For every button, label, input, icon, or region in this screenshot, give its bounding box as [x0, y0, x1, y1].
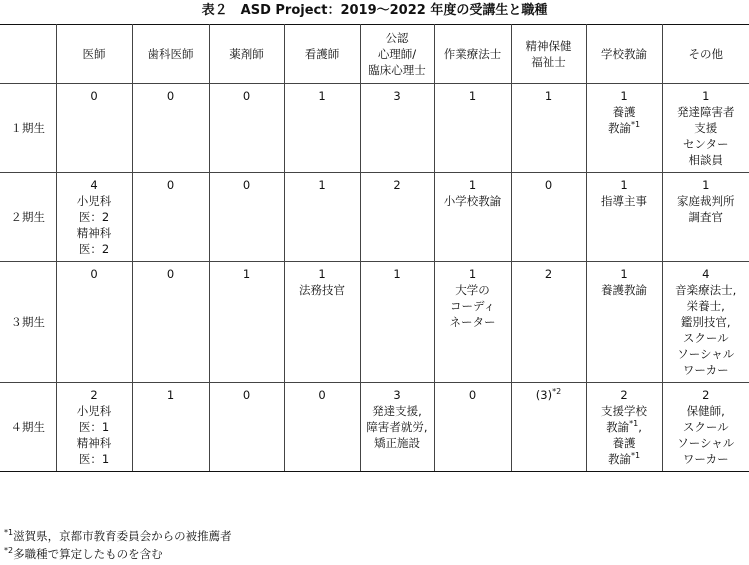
- cell-line: 0: [166, 267, 175, 281]
- column-header: [586, 25, 662, 84]
- cell-line: 教諭$^{*1}$: [607, 451, 641, 466]
- cell-line: 1: [318, 178, 326, 192]
- table-cell: [56, 383, 132, 472]
- cell-line: 家庭裁判所: [677, 194, 735, 208]
- cell-line: スクール: [682, 331, 729, 345]
- table-cell: [434, 383, 511, 472]
- cell-line: 栄養士,: [686, 299, 725, 313]
- cell-line: 歯科医師: [147, 47, 194, 61]
- cell-line: 2: [702, 388, 710, 402]
- cell-line: 精神科: [76, 226, 112, 240]
- cell-line: 0: [166, 178, 175, 192]
- cell-line: 音楽療法士,: [675, 283, 737, 297]
- table-cell: [132, 262, 209, 383]
- footnote-marker: *1: [630, 120, 641, 130]
- cell-line: 医師: [82, 47, 106, 61]
- table-body: [0, 84, 749, 472]
- cell-line: 3: [393, 89, 401, 103]
- cell-line: 2: [90, 388, 98, 402]
- cell-line: 0: [242, 89, 251, 103]
- footnote-marker: *1: [630, 451, 641, 461]
- header-row: [0, 25, 749, 84]
- table-title: 表２ ASD Project：2019～2022 年度の受講生と職種: [201, 3, 548, 18]
- cell-line: 0: [318, 388, 326, 402]
- cell-line: 福祉士: [531, 55, 566, 69]
- cell-line: 養護: [612, 436, 636, 450]
- header-corner: [0, 25, 56, 84]
- cell-line: ワーカー: [682, 452, 729, 466]
- table-row: [0, 262, 749, 383]
- cell-line: コーディ: [449, 299, 496, 313]
- table-cell: [511, 383, 586, 472]
- table-row: [0, 173, 749, 262]
- table-cell: [132, 383, 209, 472]
- row-header: ３期生: [0, 262, 56, 383]
- cell-line: 0: [166, 89, 175, 103]
- table-cell: [662, 262, 749, 383]
- table-cell: [209, 84, 284, 173]
- table-cell: [586, 383, 662, 472]
- trainee-occupation-table: [0, 24, 749, 472]
- cell-line: 精神保健: [525, 39, 572, 53]
- table-cell: [284, 84, 360, 173]
- table-cell: [662, 84, 749, 173]
- cell-line: 心理師/: [377, 47, 417, 61]
- table-cell: [511, 84, 586, 173]
- cell-line: $(3)^{*2}$: [535, 387, 562, 402]
- row-header: ２期生: [0, 173, 56, 262]
- cell-line: ネーター: [449, 315, 496, 329]
- cell-line: 養護: [612, 105, 636, 119]
- cell-line: 矯正施設: [374, 436, 420, 450]
- cell-line: 養護教諭: [601, 283, 647, 297]
- footnote-marker: *1: [4, 528, 14, 538]
- cell-line: その他: [688, 47, 723, 61]
- table-cell: [434, 262, 511, 383]
- cell-line: 障害者就労,: [366, 420, 428, 434]
- cell-line: ソーシャル: [677, 436, 735, 450]
- cell-line: 1: [318, 267, 326, 281]
- table-cell: [586, 84, 662, 173]
- table-cell: [511, 173, 586, 262]
- cell-line: 1: [620, 89, 628, 103]
- cell-line: 作業療法士: [443, 47, 502, 61]
- footnote-1: [4, 527, 744, 545]
- table-cell: [56, 84, 132, 173]
- cell-line: 教諭$^{*1}$: [607, 120, 641, 135]
- cell-line: 医：2: [78, 210, 110, 224]
- cell-line: 公認: [385, 31, 409, 45]
- table-cell: [284, 173, 360, 262]
- cell-line: 0: [468, 388, 477, 402]
- cell-line: ソーシャル: [677, 347, 735, 361]
- cell-line: センター: [682, 137, 729, 151]
- cell-line: 発達支援,: [372, 404, 422, 418]
- table-cell: [586, 262, 662, 383]
- cell-line: 0: [242, 388, 251, 402]
- footnote-marker: *2: [4, 546, 14, 556]
- cell-line: 支援: [694, 121, 718, 135]
- cell-line: 小学校教諭: [443, 194, 502, 208]
- table-cell: [360, 262, 434, 383]
- cell-line: 1: [393, 267, 401, 281]
- cell-line: 相談員: [688, 153, 723, 167]
- footnote-marker: *1: [629, 419, 639, 429]
- table-cell: [284, 383, 360, 472]
- cell-line: ワーカー: [682, 363, 729, 377]
- footnote-2: [4, 545, 744, 563]
- cell-line: 1: [468, 267, 477, 281]
- cell-line: 小児科: [76, 194, 112, 208]
- column-header: [360, 25, 434, 84]
- table-row: [0, 84, 749, 173]
- column-header: [434, 25, 511, 84]
- row-header: ４期生: [0, 383, 56, 472]
- table-cell: [209, 383, 284, 472]
- cell-line: 0: [242, 178, 251, 192]
- table-cell: [434, 84, 511, 173]
- table-cell: [662, 173, 749, 262]
- cell-line: 指導主事: [601, 194, 647, 208]
- cell-line: 1: [620, 267, 628, 281]
- cell-line: 教諭$^{*1}$,: [606, 419, 642, 434]
- footnote-marker: *2: [552, 387, 562, 397]
- cell-line: 1: [620, 178, 628, 192]
- cell-line: 4: [90, 178, 98, 192]
- cell-line: スクール: [682, 420, 729, 434]
- cell-line: 2: [393, 178, 401, 192]
- cell-line: 調査官: [688, 210, 723, 224]
- cell-line: 1: [468, 89, 477, 103]
- cell-line: 1: [468, 178, 477, 192]
- table-row: [0, 383, 749, 472]
- table-cell: [209, 173, 284, 262]
- table-cell: [56, 262, 132, 383]
- cell-line: 医：1: [78, 452, 110, 466]
- table-cell: [209, 262, 284, 383]
- cell-line: 保健師,: [686, 404, 725, 418]
- table-cell: [511, 262, 586, 383]
- cell-line: 看護師: [304, 47, 340, 61]
- cell-line: 3: [393, 388, 401, 402]
- table-cell: [662, 383, 749, 472]
- footnotes: [4, 527, 744, 563]
- cell-line: 1: [544, 89, 553, 103]
- cell-line: 支援学校: [601, 404, 647, 418]
- cell-line: 臨床心理士: [368, 63, 426, 77]
- table-cell: [360, 383, 434, 472]
- cell-line: 2: [544, 267, 553, 281]
- cell-line: 法務技官: [299, 283, 345, 297]
- column-header: [132, 25, 209, 84]
- cell-line: 1: [166, 388, 175, 402]
- cell-line: 4: [702, 267, 710, 281]
- cell-line: 0: [544, 178, 553, 192]
- table-cell: [284, 262, 360, 383]
- column-header: [56, 25, 132, 84]
- cell-line: 医：1: [78, 420, 110, 434]
- table-cell: [132, 84, 209, 173]
- column-header: [662, 25, 749, 84]
- cell-line: 1: [702, 178, 710, 192]
- cell-line: 薬剤師: [229, 47, 264, 61]
- cell-line: $^{*1}$滋賀県，京都市教育委員会からの被推薦者: [4, 528, 232, 543]
- table-cell: [56, 173, 132, 262]
- table-cell: [360, 84, 434, 173]
- table-cell: [434, 173, 511, 262]
- column-header: [511, 25, 586, 84]
- table-cell: [132, 173, 209, 262]
- column-header: [209, 25, 284, 84]
- cell-line: 精神科: [76, 436, 112, 450]
- cell-line: 1: [242, 267, 251, 281]
- cell-line: 医：2: [78, 242, 110, 256]
- cell-line: 1: [702, 89, 710, 103]
- row-header: １期生: [0, 84, 56, 173]
- cell-line: 学校教諭: [601, 47, 647, 61]
- cell-line: 1: [318, 89, 326, 103]
- cell-line: 0: [90, 89, 98, 103]
- cell-line: $^{*2}$多職種で算定したものを含む: [4, 546, 163, 561]
- table-cell: [360, 173, 434, 262]
- cell-line: 鑑別技官,: [680, 315, 731, 329]
- table-cell: [586, 173, 662, 262]
- cell-line: 0: [90, 267, 98, 281]
- column-header: [284, 25, 360, 84]
- cell-line: 発達障害者: [677, 105, 735, 119]
- cell-line: 小児科: [76, 404, 112, 418]
- cell-line: 大学の: [455, 283, 490, 297]
- cell-line: 2: [620, 388, 628, 402]
